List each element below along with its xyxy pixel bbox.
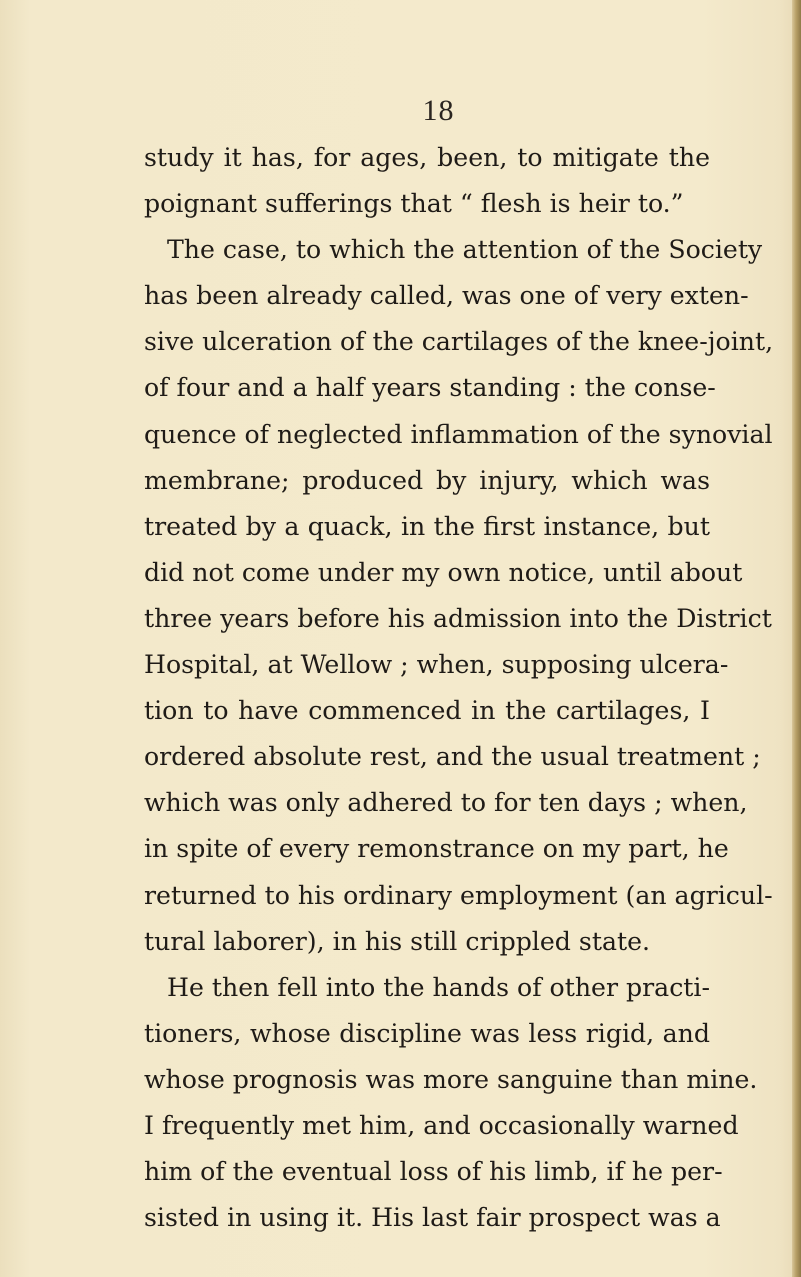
- text-line: quence of neglected inflammation of the synovial: [144, 419, 773, 449]
- text-line: whose prognosis was more sanguine than mine.: [144, 1064, 758, 1094]
- text-line: sive ulceration of the cartilages of the knee-joint,: [144, 327, 774, 357]
- text-line: tural laborer), in his still crippled state.: [144, 926, 651, 956]
- text-line: has been already called, was one of very exten-: [144, 281, 749, 311]
- text-line: returned to his ordinary employment (an agricul-: [144, 880, 773, 910]
- text-line: of four and a half years standing : the conse-: [144, 373, 716, 403]
- page-number: 18: [422, 94, 455, 127]
- text-line: three years before his admission into the District: [144, 603, 772, 633]
- text-line: membrane; produced by injury, which was: [144, 465, 710, 495]
- text-line: treated by a quack, in the first instance, but: [144, 511, 710, 541]
- text-line: The case, to which the attention of the Society: [167, 235, 763, 265]
- body-text: [144, 135, 774, 1241]
- text-line: study it has, for ages, been, to mitigate the: [144, 143, 710, 172]
- text-line: sisted in using it. His last fair prospect was a: [144, 1203, 721, 1233]
- text-line: which was only adhered to for ten days ; when,: [144, 788, 748, 818]
- text-line: in spite of every remonstrance on my part, he: [144, 834, 729, 864]
- text-line: poignant sufferings that “ flesh is heir to.”: [144, 189, 684, 219]
- text-line: tion to have commenced in the cartilages, I: [144, 696, 710, 726]
- page-edge-shadow: [792, 0, 801, 1277]
- text-line: tioners, whose discipline was less rigid, and: [144, 1018, 710, 1048]
- text-line: did not come under my own notice, until about: [144, 557, 743, 587]
- text-line: ordered absolute rest, and the usual treatment ;: [144, 742, 761, 772]
- text-line: Hospital, at Wellow ; when, supposing ulcera-: [144, 650, 729, 680]
- text-line: He then fell into the hands of other practi-: [167, 972, 710, 1002]
- text-line: him of the eventual loss of his limb, if he per-: [144, 1157, 723, 1187]
- text-line: I frequently met him, and occasionally warned: [144, 1110, 739, 1140]
